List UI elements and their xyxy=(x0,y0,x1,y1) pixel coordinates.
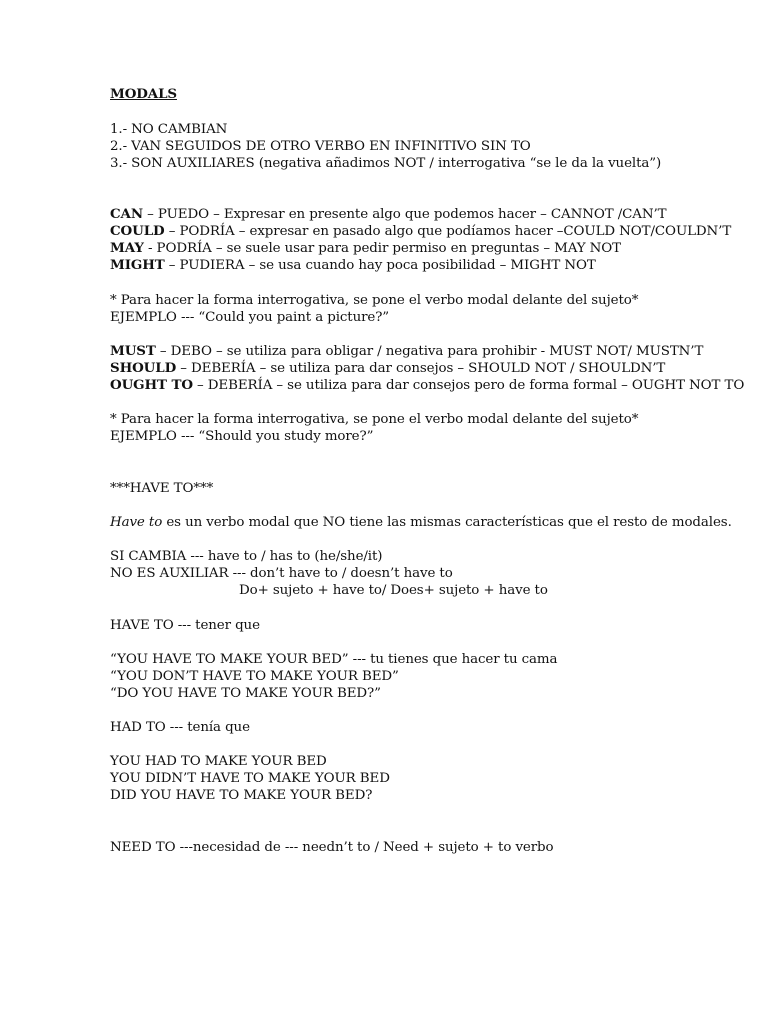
modal-word: CAN xyxy=(110,206,143,222)
have-to-heading: ***HAVE TO*** xyxy=(110,481,214,496)
rule-2: 2.- VAN SEGUIDOS DE OTRO VERBO EN INFINITIVO SIN TO xyxy=(110,139,531,154)
modal-line-ought-to xyxy=(110,377,744,394)
need-to-line: NEED TO ---necesidad de --- needn’t to / Need + sujeto + to verbo xyxy=(110,840,554,855)
modal-word: SHOULD xyxy=(110,360,177,376)
note-interrogative-1: * Para hacer la forma interrogativa, se pone el verbo modal delante del sujeto* xyxy=(110,293,639,308)
modal-line-may xyxy=(110,240,621,257)
modal-line-can xyxy=(110,206,666,223)
modal-description: – DEBERÍA – se utiliza para dar consejos – SHOULD NOT / SHOULDN’T xyxy=(176,361,666,376)
do-does-line: Do+ sujeto + have to/ Does+ sujeto + have to xyxy=(239,583,548,598)
modal-line-should xyxy=(110,360,665,377)
modal-description: – PUEDO – Expresar en presente algo que podemos hacer – CANNOT /CAN’T xyxy=(143,207,667,222)
rule-1: 1.- NO CAMBIAN xyxy=(110,122,228,137)
have-to-example-3: “DO YOU HAVE TO MAKE YOUR BED?” xyxy=(110,686,381,701)
modal-word: MUST xyxy=(110,343,156,359)
modal-description: – PODRÍA – expresar en pasado algo que podíamos hacer –COULD NOT/COULDN’T xyxy=(164,224,732,239)
note-interrogative-2: * Para hacer la forma interrogativa, se pone el verbo modal delante del sujeto* xyxy=(110,412,639,427)
modal-word: OUGHT TO xyxy=(110,377,193,393)
had-to-meaning: HAD TO --- tenía que xyxy=(110,720,250,735)
no-auxiliar-line: NO ES AUXILIAR --- don’t have to / doesn’t have to xyxy=(110,566,453,581)
have-to-italic: Have to xyxy=(110,515,163,530)
modal-word: COULD xyxy=(110,223,165,239)
modal-word: MAY xyxy=(110,240,144,256)
si-cambia-line: SI CAMBIA --- have to / has to (he/she/it) xyxy=(110,549,383,564)
rule-3: 3.- SON AUXILIARES (negativa añadimos NOT / interrogativa “se le da la vuelta”) xyxy=(110,156,662,171)
had-to-example-1: YOU HAD TO MAKE YOUR BED xyxy=(110,754,327,769)
have-to-example-1: “YOU HAVE TO MAKE YOUR BED” --- tu tienes que hacer tu cama xyxy=(110,652,558,667)
had-to-example-2: YOU DIDN’T HAVE TO MAKE YOUR BED xyxy=(110,771,390,786)
have-to-example-2: “YOU DON’T HAVE TO MAKE YOUR BED” xyxy=(110,669,399,684)
example-2: EJEMPLO --- “Should you study more?” xyxy=(110,429,374,444)
have-to-meaning: HAVE TO --- tener que xyxy=(110,618,260,633)
modal-line-must xyxy=(110,343,703,360)
have-to-intro xyxy=(110,514,732,531)
modal-word: MIGHT xyxy=(110,257,165,273)
modal-description: – DEBERÍA – se utiliza para dar consejos pero de forma formal – OUGHT NOT TO xyxy=(192,378,745,393)
modal-description: – PUDIERA – se usa cuando hay poca posibilidad – MIGHT NOT xyxy=(164,258,596,273)
had-to-example-3: DID YOU HAVE TO MAKE YOUR BED? xyxy=(110,788,373,803)
example-1: EJEMPLO --- “Could you paint a picture?” xyxy=(110,310,390,325)
modal-line-might xyxy=(110,257,596,274)
modal-description: – DEBO – se utiliza para obligar / negativa para prohibir - MUST NOT/ MUSTN’T xyxy=(155,344,704,359)
modal-line-could xyxy=(110,223,731,240)
modal-description: - PODRÍA – se suele usar para pedir permiso en preguntas – MAY NOT xyxy=(143,241,621,256)
have-to-intro-text: es un verbo modal que NO tiene las mismas características que el resto de modales. xyxy=(162,515,732,530)
page-title: MODALS xyxy=(110,86,177,102)
